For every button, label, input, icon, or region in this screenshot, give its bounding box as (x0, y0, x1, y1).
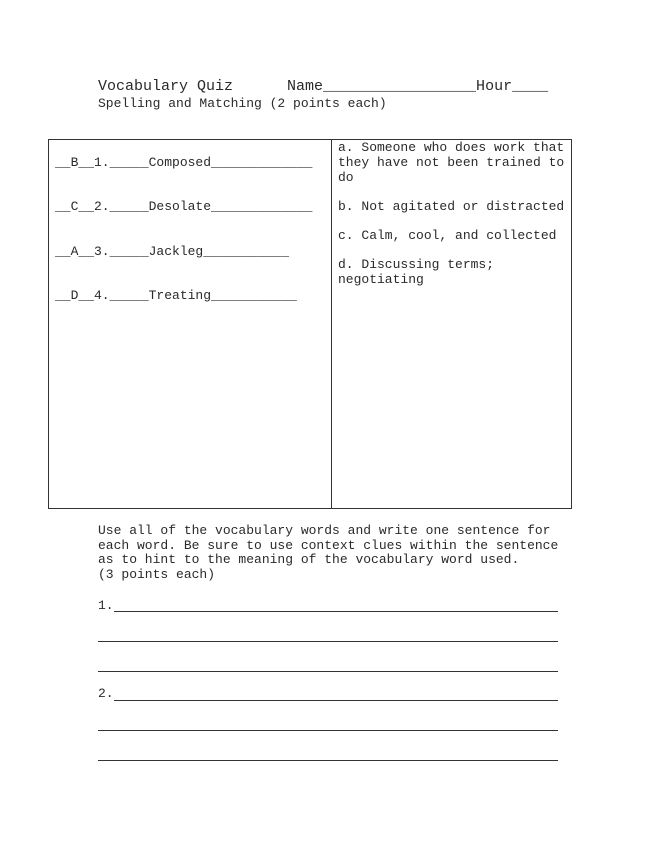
definition-a: a. Someone who does work that they have not been trained to do (338, 140, 565, 185)
answer-line (98, 671, 558, 672)
definition-b: b. Not agitated or distracted (338, 199, 565, 214)
matching-answer-1: __B__1._____Composed_____________ (55, 155, 313, 170)
answer-line (98, 760, 558, 761)
answer-line (98, 730, 558, 731)
sentence-instructions: Use all of the vocabulary words and write one sentence for each word. Be sure to use context clues within the sentence as to hint to the meaning of the vocabulary word used. (3 points each) (98, 523, 559, 582)
table-divider (331, 140, 332, 508)
quiz-title-line: Vocabulary Quiz Name_________________Hour____ (98, 78, 549, 95)
definition-c: c. Calm, cool, and collected (338, 228, 557, 243)
answer-line (98, 641, 558, 642)
answer-line (114, 700, 558, 701)
sentence-number-1: 1. (98, 598, 114, 613)
definitions-column (338, 140, 570, 301)
matching-answer-2: __C__2._____Desolate_____________ (55, 199, 313, 214)
matching-table (48, 139, 572, 509)
quiz-subtitle: Spelling and Matching (2 points each) (98, 96, 387, 111)
answer-line (114, 611, 558, 612)
sentence-number-2: 2. (98, 686, 114, 701)
matching-answer-4: __D__4._____Treating___________ (55, 288, 297, 303)
definition-d: d. Discussing terms; negotiating (338, 257, 495, 287)
matching-answer-3: __A__3._____Jackleg___________ (55, 244, 290, 259)
